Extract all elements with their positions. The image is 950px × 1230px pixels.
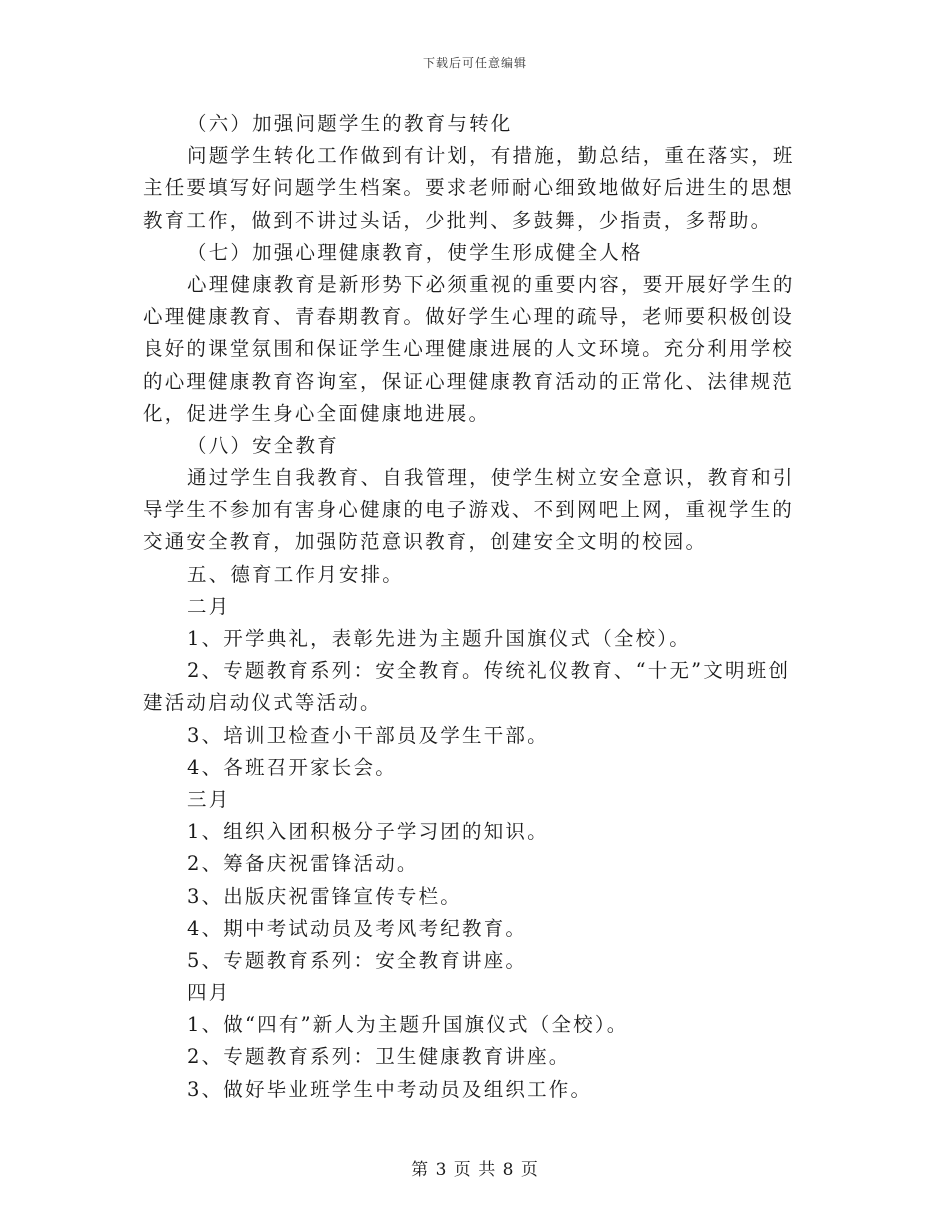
text-line: 良好的课堂氛围和保证学生心理健康进展的人文环境。充分利用学校 — [143, 337, 795, 361]
text-line: 1、组织入团积极分子学习团的知识。 — [187, 820, 549, 844]
text-line: 通过学生自我教育、自我管理，使学生树立安全意识，教育和引 — [187, 466, 795, 490]
text-line: 化，促进学生身心全面健康地进展。 — [143, 401, 491, 425]
text-line: 3、做好毕业班学生中考动员及组织工作。 — [187, 1077, 593, 1101]
text-line: 的心理健康教育咨询室，保证心理健康教育活动的正常化、法律规范 — [143, 369, 795, 393]
text-line: 3、出版庆祝雷锋宣传专栏。 — [187, 884, 463, 908]
text-line: 2、专题教育系列：安全教育。传统礼仪教育、“十无”文明班创 — [187, 659, 791, 683]
text-line: 心理健康教育、青春期教育。做好学生心理的疏导，老师要积极创设 — [143, 305, 795, 329]
text-line: 3、培训卫检查小干部员及学生干部。 — [187, 723, 549, 747]
text-line: （七）加强心理健康教育，使学生形成健全人格 — [187, 240, 643, 264]
text-line: 建活动启动仪式等活动。 — [143, 691, 382, 715]
text-line: （八）安全教育 — [187, 433, 339, 457]
text-line: 二月 — [187, 594, 231, 618]
text-line: 五、德育工作月安排。 — [187, 562, 405, 586]
text-line: 2、筹备庆祝雷锋活动。 — [187, 852, 419, 876]
text-line: 心理健康教育是新形势下必须重视的重要内容，要开展好学生的 — [187, 272, 795, 296]
text-line: 问题学生转化工作做到有计划，有措施，勤总结，重在落实，班 — [187, 144, 795, 168]
text-line: 2、专题教育系列：卫生健康教育讲座。 — [187, 1045, 571, 1069]
text-line: （六）加强问题学生的教育与转化 — [187, 112, 513, 135]
page-footer: 第 3 页 共 8 页 — [411, 1160, 539, 1180]
text-line: 四月 — [187, 981, 231, 1005]
document-body — [143, 108, 811, 1106]
text-line: 主任要填写好问题学生档案。要求老师耐心细致地做好后进生的思想 — [143, 176, 795, 200]
text-line: 交通安全教育，加强防范意识教育，创建安全文明的校园。 — [143, 530, 708, 554]
text-line: 1、做“四有”新人为主题升国旗仪式（全校）。 — [187, 1013, 629, 1037]
text-line: 4、各班召开家长会。 — [187, 755, 397, 779]
text-line: 5、专题教育系列：安全教育讲座。 — [187, 948, 528, 972]
text-line: 导学生不参加有害身心健康的电子游戏、不到网吧上网，重视学生的 — [143, 498, 795, 522]
text-line: 1、开学典礼，表彰先进为主题升国旗仪式（全校）。 — [187, 627, 691, 650]
text-line: 4、期中考试动员及考风考纪教育。 — [187, 916, 528, 940]
text-line: 教育工作，做到不讲过头话，少批判、多鼓舞，少指责，多帮助。 — [143, 208, 773, 232]
header-note: 下载后可任意编辑 — [422, 56, 527, 70]
text-line: 三月 — [187, 787, 231, 811]
